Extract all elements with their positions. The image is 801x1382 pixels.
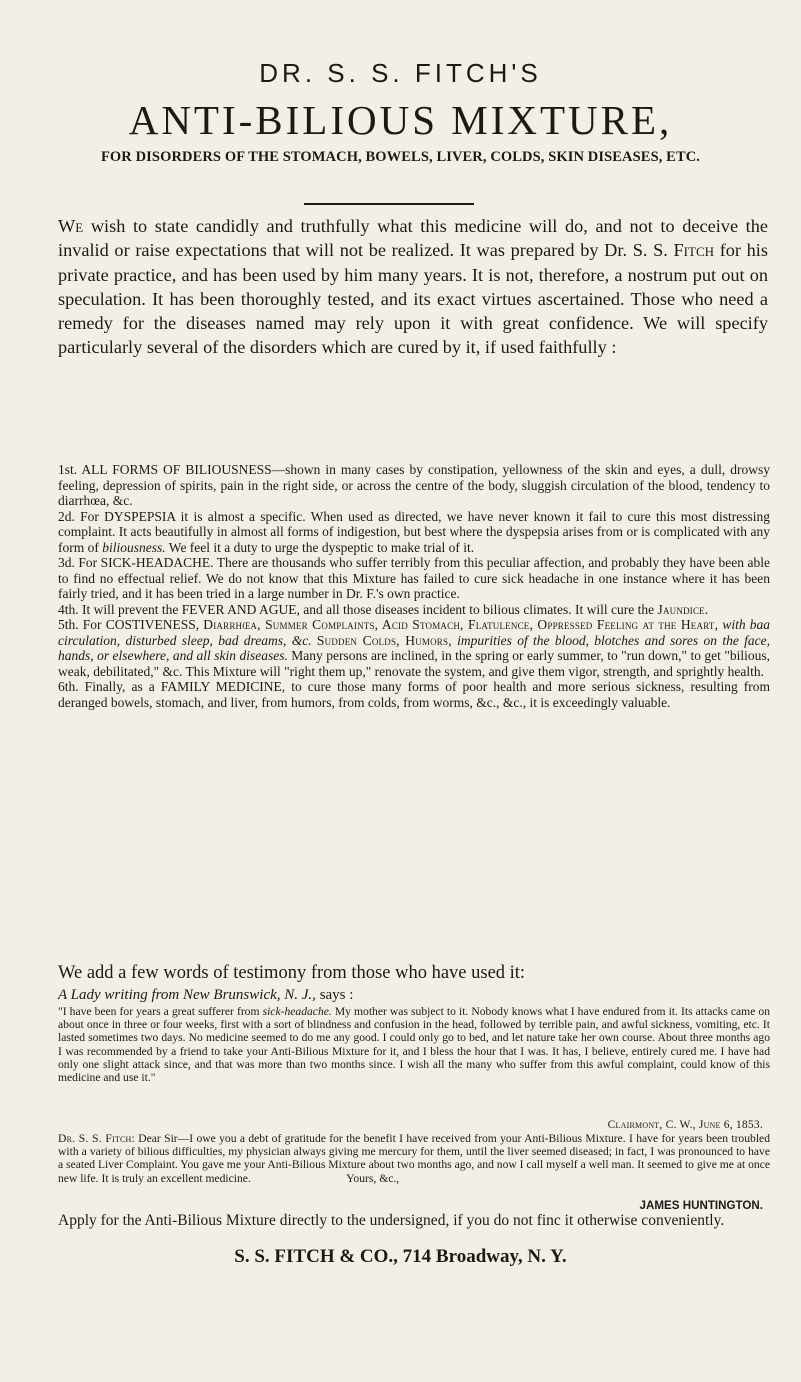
- letter1-text-c: My mother was subject to it. Nobody knows what I have endured from it. Its attacks came on about once in three or four weeks, first with a sort of blindness and confusion in the head, followed by terrible pain, and awful sickness, vomiting, etc. It lasted sometimes two days. No medicine seemed to do me any good. I could only go to bed, and let nature take her own course. About three months ago I was recommended by a friend to take your Anti-Bilious Mixture for it, and I bless the hour that I was. It has, I believe, entirely cured me. I have had only one slight attack since, and that was more than two months since. I wish all the many who suffer from this awful complaint, could know of this medicine and use it.": [58, 1005, 770, 1085]
- fever-text-a: 4th. It will prevent the FEVER AND AGUE, and all those diseases incident to bilious climates. It will cure the: [58, 601, 655, 617]
- testimony-heading: We add a few words of testimony from those who have used it:: [58, 963, 526, 983]
- testimonial-1-intro: [58, 986, 770, 1004]
- costiveness-text-e: impurities of the blood, blotches and sores on the face, hands, or elsewhere, and all skin diseases.: [58, 632, 771, 663]
- list-item-sick-headache: 3d. For SICK-HEADACHE. There are thousands who suffer terribly from this peculiar affection, and probably they have been able to find no effectual relief. We do not know that this Mixture has failed to cure sick headache in one instance where it has been fairly tried, and it has been tried in a large number in Dr. F.'s own practice.: [58, 555, 770, 601]
- company-address: S. S. FITCH & CO., 714 Broadway, N. Y.: [234, 1246, 567, 1267]
- list-item-fever-ague: [58, 602, 770, 618]
- testimonial-2-dateline: Clairmont, C. W., June 6, 1853.: [607, 1118, 763, 1131]
- intro-paragraph: [58, 214, 768, 360]
- intro-text-1: wish to state candidly and truthfully what this medicine will do, and not to deceive the invalid or raise expectations that will not be realized. It was prepared by Dr. S. S.: [58, 216, 769, 261]
- closing-paragraph: Apply for the Anti-Bilious Mixture directly to the undersigned, if you do not finc it otherwise conveniently.: [58, 1212, 725, 1229]
- intro-fitch-name: Fitch: [673, 240, 715, 261]
- costiveness-text-c: with baa circulation, disturbed sleep, bad dreams, &c.: [58, 617, 771, 648]
- intro-text-2: for his private practice, and has been used by him many years. It is not, therefore, a nostrum put out on speculation. It has been thoroughly tested, and its exact virtues ascertained. Those who need a remedy for the diseases named may rely upon it with great confidence. We will specify particularly several of the disorders which are cured by it, if used faithfully :: [58, 240, 768, 358]
- dyspepsia-text-c: We feel it a duty to urge the dyspeptic to make trial of it.: [168, 539, 475, 555]
- letter2-yours: Yours, &c.,: [346, 1171, 400, 1185]
- list-item-biliousness: 1st. ALL FORMS OF BILIOUSNESS—shown in many cases by constipation, yellowness of the skin and eyes, a dull, drowsy feeling, depression of spirits, pain in the right side, or across the centre of the body, sluggish circulation of the blood, tendency to diarrhœa, &c.: [58, 462, 770, 508]
- list-item-dyspepsia: [58, 509, 770, 556]
- testimonial-2-signature: JAMES HUNTINGTON.: [639, 1199, 763, 1212]
- ailment-list: [58, 462, 770, 710]
- testimonial-1-source: A Lady writing from New Brunswick, N. J.,: [58, 987, 316, 1003]
- testimonial-1-says: says :: [319, 987, 354, 1003]
- intro-lead-word: We: [58, 216, 84, 236]
- list-item-costiveness: [58, 617, 770, 679]
- letter2-salutation: Dr. S. S. Fitch:: [58, 1132, 135, 1145]
- letter1-text-b: sick-headache.: [262, 1005, 332, 1018]
- divider-rule: [304, 203, 474, 205]
- doctor-name-heading: DR. S. S. FITCH'S: [259, 58, 542, 88]
- list-item-family-medicine: 6th. Finally, as a FAMILY MEDICINE, to cure those many forms of poor health and more serious sickness, resulting from deranged bowels, stomach, and liver, from humors, from colds, from worms, &c., &c., it is exceedingly valuable.: [58, 679, 770, 710]
- letter2-body: Dear Sir—I owe you a debt of gratitude for the benefit I have received from your Anti-Bilious Mixture. I have for years been troubled with a variety of bilious difficulties, my physician always giving me mercury for them, until the liver seemed diseased; in fact, I was pronounced to have a seated Liver Complaint. You gave me your Anti-Bilious Mixture about two months ago, and now I call myself a well man. It seemed to give me at once new life. It is truly an excellent medicine.: [58, 1132, 770, 1185]
- costiveness-text-b: Diarrhœa, Summer Complaints, Acid Stomach, Flatulence, Oppressed Feeling at the Heart,: [203, 617, 719, 632]
- costiveness-text-f: Many persons are inclined, in the spring or early summer, to "run down," to get "bilious, weak, debilitated," &c. This Mixture will "right them up," renovate the system, and give them vigor, strength, and sprightly health.: [58, 648, 771, 679]
- product-title: ANTI-BILIOUS MIXTURE,: [128, 97, 673, 143]
- dyspepsia-text-a: 2d. For DYSPEPSIA it is almost a specific. When used as directed, we have never known it fail to cure this most distressing complaint. It acts beautifully in almost all forms of indigestion, but best where the dyspepsia arises from or is complicated with any form of: [58, 508, 770, 555]
- fever-text-b: Jaundice.: [657, 601, 709, 617]
- product-subtitle: FOR DISORDERS OF THE STOMACH, BOWELS, LIVER, COLDS, SKIN DISEASES, ETC.: [100, 149, 701, 165]
- dyspepsia-text-b: biliousness.: [102, 539, 166, 555]
- testimonial-2-letter: [58, 1132, 770, 1185]
- letter1-text-a: "I have been for years a great sufferer from: [58, 1005, 260, 1018]
- costiveness-text-d: Sudden Colds, Humors,: [316, 632, 452, 648]
- costiveness-text-a: 5th. For COSTIVENESS,: [58, 617, 200, 632]
- testimonial-1-letter: [58, 1005, 770, 1084]
